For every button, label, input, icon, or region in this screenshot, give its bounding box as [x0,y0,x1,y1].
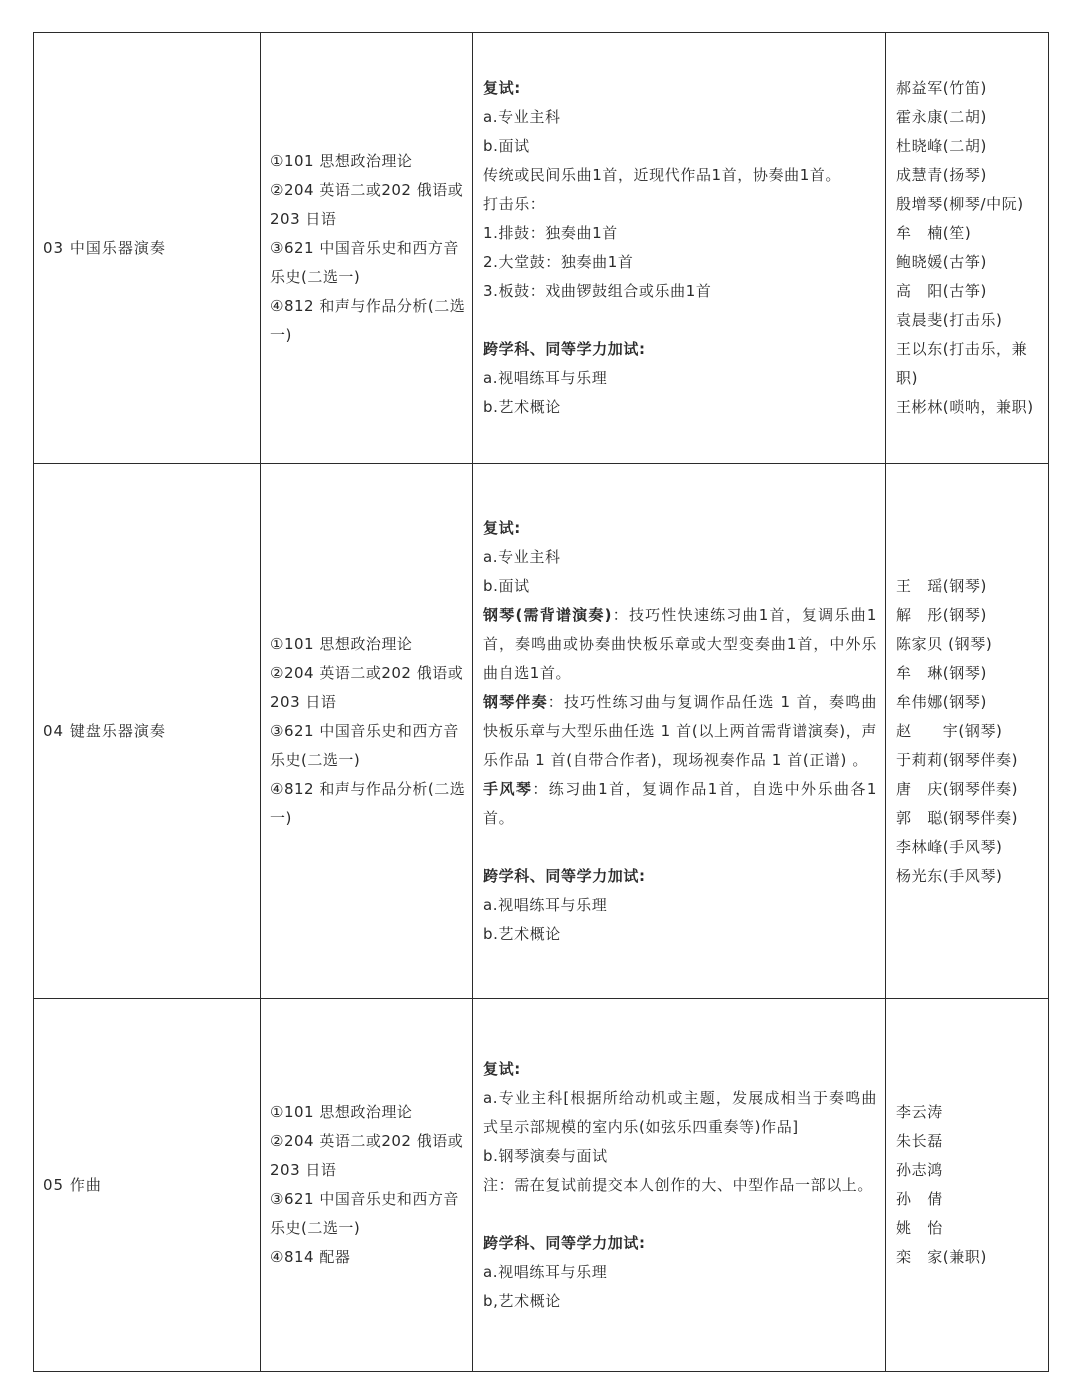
table-row [34,33,1049,464]
exam-subject: ④812 和声与作品分析(二选一) [270,296,466,344]
tutor-name: 霍永康(二胡) [896,108,987,126]
tutor-name: 牟 琳(钢琴) [896,663,987,682]
retest-cell [473,33,886,464]
exam-subject: ①101 思想政治理论 [270,634,413,653]
retest-item: b.面试 [483,576,530,595]
retest-note: 注：需在复试前提交本人创作的大、中型作品一部以上。 [483,1175,874,1194]
tutor-name: 于莉莉(钢琴伴奏) [896,750,1019,769]
major-cell: 04 键盘乐器演奏 [34,464,261,999]
exam-subjects-cell [261,999,473,1372]
tutor-name: 郝益军(竹笛) [896,79,987,97]
retest-cell [473,464,886,999]
major-cell: 03 中国乐器演奏 [34,33,261,464]
tutor-name: 栾 家(兼职) [896,1248,987,1266]
extra-test-item: b.艺术概论 [483,398,561,416]
exam-subjects-cell [261,33,473,464]
exam-subject: ②204 英语二或202 俄语或203 日语 [270,1132,464,1179]
tutor-name: 孙志鸿 [896,1161,943,1179]
extra-test-item: a.视唱练耳与乐理 [483,895,608,914]
retest-item: 2.大堂鼓：独奏曲1首 [483,253,634,271]
exam-subject: ②204 英语二或202 俄语或203 日语 [270,180,464,228]
extra-test-heading: 跨学科、同等学力加试: [483,340,646,358]
piano-accompaniment-requirement [483,688,877,775]
enrollment-table [33,32,1049,1372]
retest-heading: 复试: [483,518,521,537]
exam-subject: ③621 中国音乐史和西方音乐史(二选一) [270,238,459,286]
piano-label: 钢琴(需背谱演奏) [483,605,613,624]
retest-item: b.钢琴演奏与面试 [483,1146,608,1165]
tutor-name: 陈家贝 (钢琴) [896,634,993,653]
accordion-text: ：练习曲1首，复调作品1首，自选中外乐曲各1首。 [483,779,877,827]
exam-subject: ②204 英语二或202 俄语或203 日语 [270,663,464,711]
extra-test-item: b.艺术概论 [483,924,561,943]
tutor-name: 王以东(打击乐，兼职) [896,340,1028,387]
tutor-name: 赵 宇(钢琴) [896,721,1003,740]
tutors-cell [886,999,1049,1372]
tutor-name: 牟伟娜(钢琴) [896,692,987,711]
extra-test-item: a.视唱练耳与乐理 [483,369,608,387]
tutor-name: 杨光东(手风琴) [896,866,1003,885]
tutor-name: 郭 聪(钢琴伴奏) [896,808,1019,827]
extra-test-item: b,艺术概论 [483,1291,561,1310]
accompaniment-text: ：技巧性练习曲与复调作品任选 1 首，奏鸣曲快板乐章与大型乐曲任选 1 首(以上两首需背谱演奏)，声乐作品 1 首(自带合作者)，现场视奏作品 1 首(正谱) 。 [483,692,877,769]
tutor-name: 李林峰(手风琴) [896,837,1003,856]
tutor-name: 高 阳(古筝) [896,282,987,300]
tutors-cell [886,464,1049,999]
extra-test-item: a.视唱练耳与乐理 [483,1262,608,1281]
tutor-name: 王彬林(唢呐，兼职) [896,398,1034,416]
accordion-label: 手风琴 [483,779,533,798]
exam-subject: ③621 中国音乐史和西方音乐史(二选一) [270,1190,459,1237]
piano-requirement [483,601,877,688]
accordion-requirement [483,775,877,833]
major-cell: 05 作曲 [34,999,261,1372]
retest-cell [473,999,886,1372]
retest-item: 打击乐： [483,195,546,213]
exam-subject: ①101 思想政治理论 [270,1103,413,1121]
piano-text: ：技巧性快速练习曲1首，复调乐曲1首，奏鸣曲或协奏曲快板乐章或大型变奏曲1首，中外乐曲自选1首。 [483,605,877,682]
retest-item: a.专业主科 [483,108,561,126]
exam-subject: ④814 配器 [270,1248,351,1266]
retest-item: a.专业主科 [483,547,561,566]
tutors-cell [886,33,1049,464]
exam-subject: ③621 中国音乐史和西方音乐史(二选一) [270,721,459,769]
retest-item: 传统或民间乐曲1首，近现代作品1首，协奏曲1首。 [483,166,842,184]
tutor-name: 袁晨斐(打击乐) [896,311,1003,329]
extra-test-heading: 跨学科、同等学力加试: [483,866,646,885]
retest-heading: 复试: [483,79,521,97]
retest-item: 1.排鼓：独奏曲1首 [483,224,618,242]
exam-subject: ④812 和声与作品分析(二选一) [270,779,466,827]
tutor-name: 杜晓峰(二胡) [896,137,987,155]
retest-item: 3.板鼓：戏曲锣鼓组合或乐曲1首 [483,282,712,300]
exam-subjects-cell [261,464,473,999]
retest-heading: 复试: [483,1059,521,1078]
tutor-name: 成慧青(扬琴) [896,166,987,184]
retest-item: b.面试 [483,137,530,155]
tutor-name: 王 瑶(钢琴) [896,576,987,595]
tutor-name: 李云涛 [896,1103,943,1121]
exam-subject: ①101 思想政治理论 [270,151,413,170]
extra-test-heading: 跨学科、同等学力加试: [483,1233,646,1252]
tutor-name: 解 彤(钢琴) [896,605,987,624]
tutor-name: 孙 倩 [896,1190,943,1208]
tutor-name: 唐 庆(钢琴伴奏) [896,779,1019,798]
tutor-name: 姚 怡 [896,1219,943,1237]
accompaniment-label: 钢琴伴奏 [483,692,548,711]
tutor-name: 鲍晓媛(古筝) [896,253,987,271]
table-row [34,999,1049,1372]
tutor-name: 牟 楠(笙) [896,224,972,242]
retest-item: a.专业主科[根据所给动机或主题，发展成相当于奏鸣曲式呈示部规模的室内乐(如弦乐四重奏等)作品] [483,1088,877,1136]
table-row [34,464,1049,999]
tutor-name: 殷增琴(柳琴/中阮) [896,195,1024,213]
tutor-name: 朱长磊 [896,1132,943,1150]
